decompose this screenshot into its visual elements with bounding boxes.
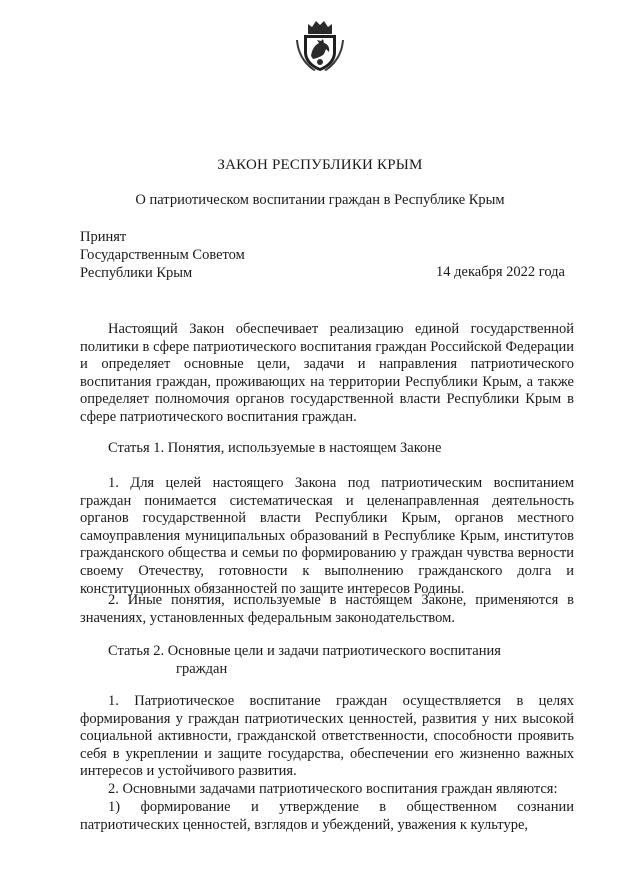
article-2-paragraph-3: 1) формирование и утверждение в общественном сознании патриотических ценностей, взглядов и убеждений, уважения к культуре, xyxy=(80,799,574,833)
adopted-region-line: Республики Крым xyxy=(80,265,193,281)
article-1-paragraph-1: 1. Для целей настоящего Закона под патриотическим воспитанием граждан понимается систематическая и целенаправленная деятельность органов государственной власти Республики Крым, органов местного самоуправления муниципальных образований в Республике Крым, институтов гражданского общества и семьи по формированию у граждан чувства верности своему Отечеству, готовности к выполнению гражданского долга и конституционных обязанностей по защите интересов Родины. xyxy=(80,475,574,597)
crimea-coat-of-arms-icon xyxy=(296,18,344,72)
law-subtitle: О патриотическом воспитании граждан в Республике Крым xyxy=(135,192,505,208)
adoption-block xyxy=(80,228,245,282)
article-2-heading-line-2: граждан xyxy=(176,661,228,677)
article-1-heading: Статья 1. Понятия, используемые в настоящем Законе xyxy=(108,440,442,456)
adoption-date: 14 декабря 2022 года xyxy=(436,264,565,280)
article-2-heading xyxy=(108,642,501,678)
article-2-paragraph-1: 1. Патриотическое воспитание граждан осуществляется в целях формирования у граждан патриотических ценностей, развития у них высокой социальной активности, гражданской ответственности, способности проявить себя в укреплении и защите государства, обеспечении его жизненно важных интересов и устойчивого развития. xyxy=(80,693,574,780)
adopted-by-line: Государственным Советом xyxy=(80,247,245,263)
preamble-paragraph: Настоящий Закон обеспечивает реализацию единой государственной политики в сфере патриотического воспитания граждан Российской Федерации и определяет основные цели, задачи и направления патриотического воспитания граждан, проживающих на территории Республики Крым, а также определяет полномочия органов государственной власти Республики Крым в сфере патриотического воспитания граждан. xyxy=(80,321,574,425)
law-title: ЗАКОН РЕСПУБЛИКИ КРЫМ xyxy=(217,157,423,173)
article-2-paragraph-2: 2. Основными задачами патриотического воспитания граждан являются: xyxy=(108,781,558,797)
adopted-line: Принят xyxy=(80,229,127,245)
article-2-heading-line-1: Статья 2. Основные цели и задачи патриотического воспитания xyxy=(108,643,501,659)
article-1-paragraph-2: 2. Иные понятия, используемые в настоящем Законе, применяются в значениях, установленных федеральным законодательством. xyxy=(80,592,574,626)
